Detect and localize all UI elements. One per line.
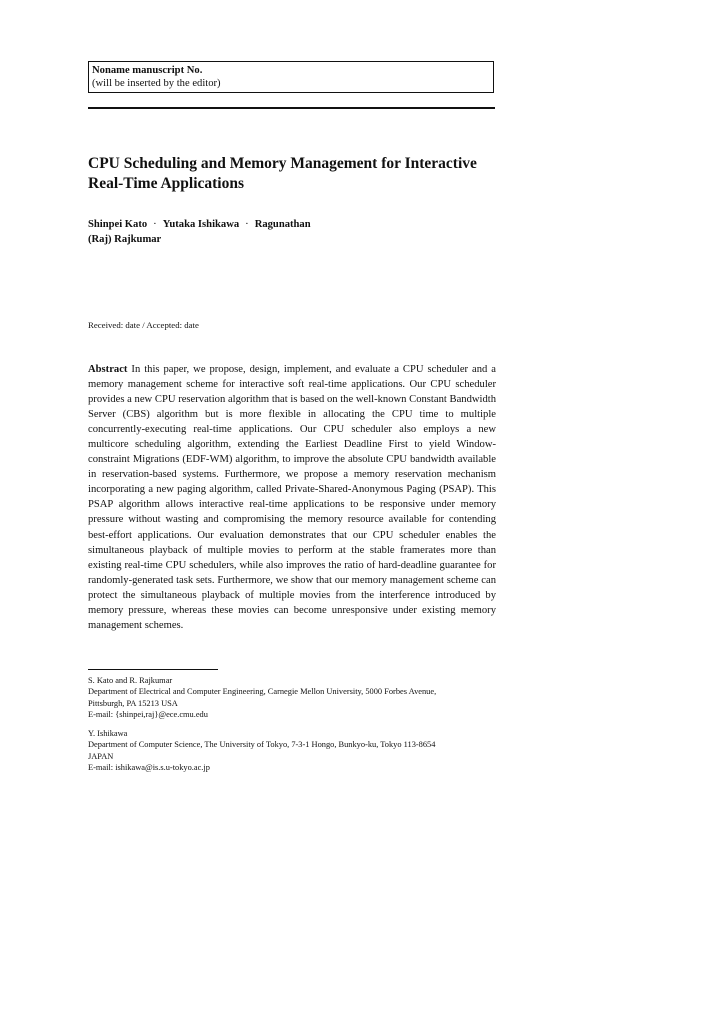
manuscript-editor-note: (will be inserted by the editor) xyxy=(92,78,221,89)
affiliation-block xyxy=(88,728,498,774)
paper-title xyxy=(88,154,496,194)
manuscript-number-box xyxy=(88,61,494,93)
affiliation-names: S. Kato and R. Rajkumar xyxy=(88,676,173,685)
author-name-continued: (Raj) Rajkumar xyxy=(88,234,162,245)
manuscript-number-label: Noname manuscript No. xyxy=(92,65,203,76)
author-separator: · xyxy=(245,219,249,230)
author-name: Yutaka Ishikawa xyxy=(162,219,240,230)
affiliation-address: JAPAN xyxy=(88,751,114,761)
affiliation-email: E-mail: ishikawa@is.s.u-tokyo.ac.jp xyxy=(88,763,210,773)
author-list xyxy=(88,217,496,247)
author-name: Shinpei Kato xyxy=(88,219,148,230)
affiliation-department: Department of Computer Science, The University of Tokyo, 7-3-1 Hongo, Bunkyo-ku, Tokyo 113-8654 xyxy=(88,740,436,750)
affiliation-email: E-mail: {shinpei,raj}@ece.cmu.edu xyxy=(88,710,208,720)
abstract xyxy=(88,362,496,633)
received-accepted-dates: Received: date / Accepted: date xyxy=(88,320,199,330)
affiliation-names: Y. Ishikawa xyxy=(88,729,128,738)
paper-title-line-1: CPU Scheduling and Memory Management for Interactive xyxy=(88,155,477,172)
abstract-text: In this paper, we propose, design, implement, and evaluate a CPU scheduler and a memory management scheme for interactive soft real-time applications. Our CPU scheduler provides a new CPU reservation algorithm that is based on the well-known Constant Bandwidth Server (CBS) algorithm but is more flexible in allocating the CPU time to multiple concurrently-executing real-time applications. Our CPU scheduler also employs a new multicore scheduling algorithm, extending the Earliest Deadline First to yield Window-constraint Migrations (EDF-WM) algorithm, to improve the absolute CPU bandwidth available in reservation-based systems. Furthermore, we propose a memory reservation mechanism incorporating a new paging algorithm, called Private-Shared-Anonymous Paging (PSAP). This PSAP algorithm allows interactive real-time applications to be responsive under memory pressure without wasting and compromising the memory resource available for contending best-effort applications. Our evaluation demonstrates that our CPU scheduler enables the simultaneous playback of multiple movies to perform at the stable framerates more than existing real-time CPU schedulers, while also improves the ratio of hard-deadline guarantee for randomly-generated task sets. Furthermore, we show that our memory management scheme can protect the simultaneous playback of multiple movies from the interference introduced by memory pressure, whereas these movies can become unresponsive under existing memory management schemes. xyxy=(88,364,496,631)
affiliation-address: Pittsburgh, PA 15213 USA xyxy=(88,698,178,708)
author-name: Ragunathan xyxy=(254,219,311,230)
footnote-rule xyxy=(88,669,218,670)
header-rule xyxy=(88,107,495,109)
affiliation-department: Department of Electrical and Computer Engineering, Carnegie Mellon University, 5000 Forbes Avenue, xyxy=(88,687,437,697)
paper-title-line-2: Real-Time Applications xyxy=(88,175,245,192)
affiliation-block xyxy=(88,675,498,721)
abstract-label: Abstract xyxy=(88,364,128,375)
author-separator: · xyxy=(153,219,157,230)
